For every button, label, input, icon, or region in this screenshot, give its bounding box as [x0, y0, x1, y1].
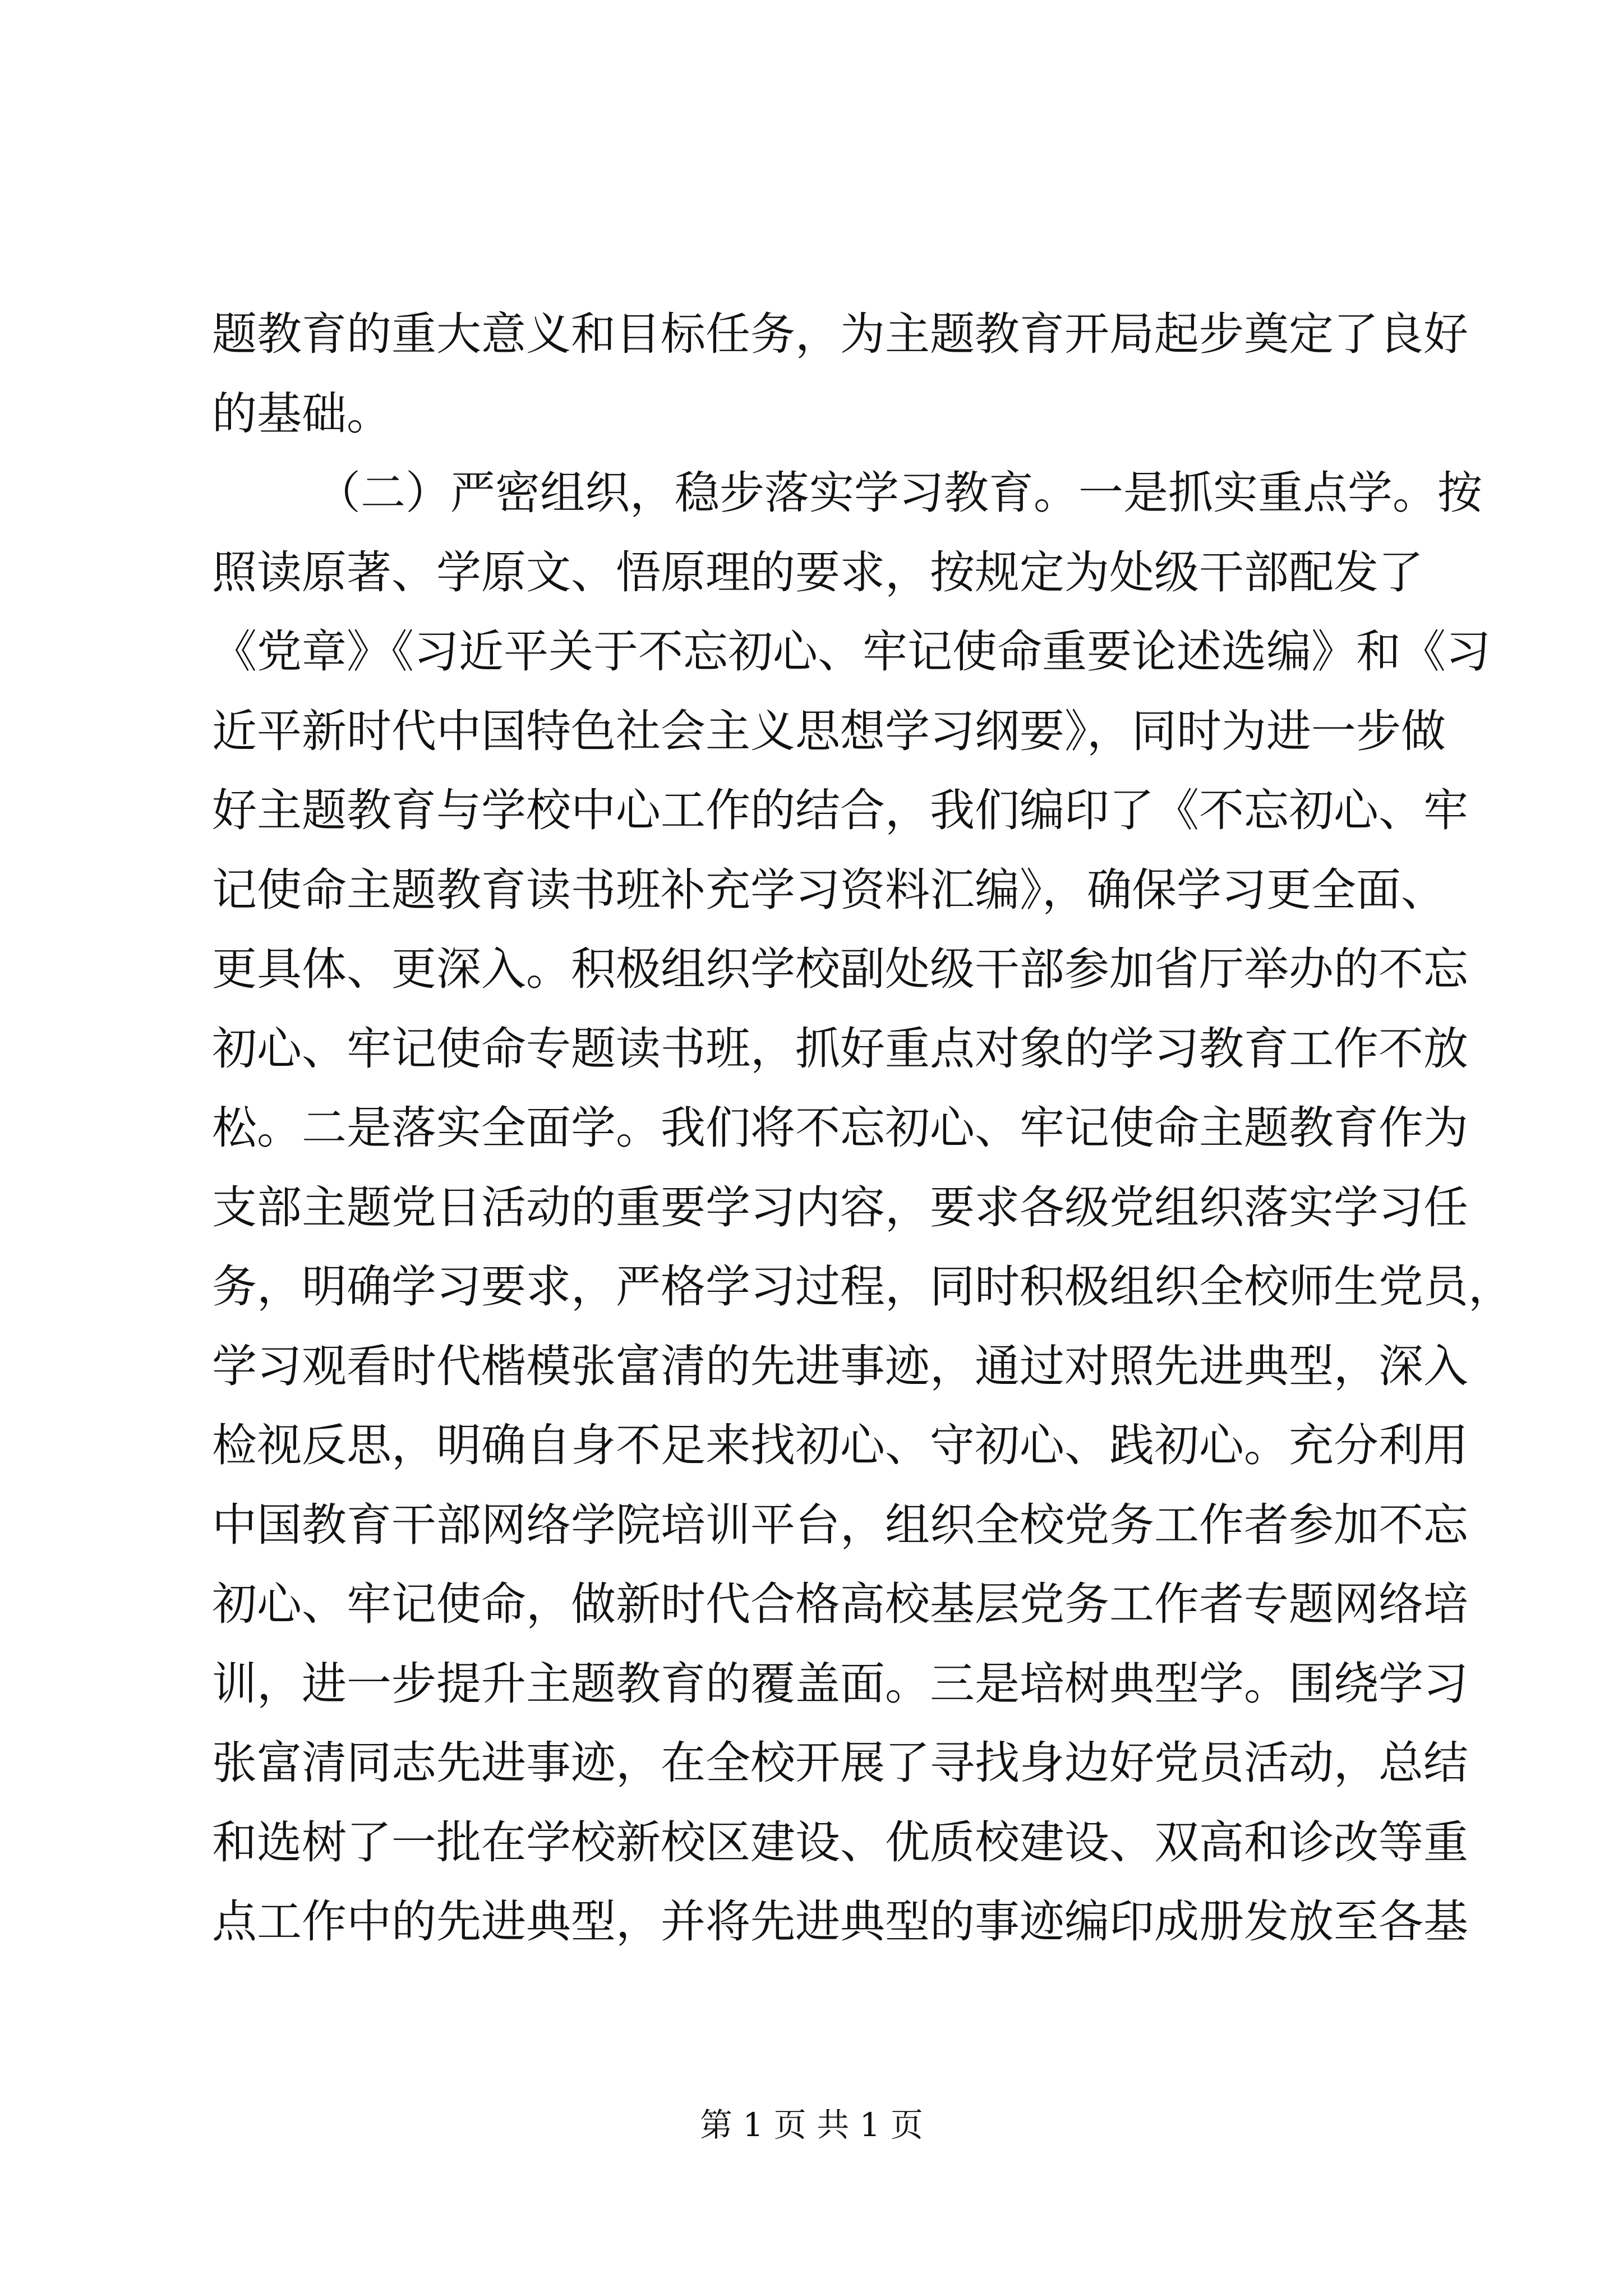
page-number: 第 1 页 共 1 页: [700, 2106, 923, 2144]
text-line: 务，明确学习要求，严格学习过程，同时积极组织全校师生党员，: [212, 1260, 1513, 1313]
text-line: 松。二是落实全面学。我们将不忘初心、牢记使命主题教育作为: [212, 1102, 1468, 1154]
text-line: 中国教育干部网络学院培训平台，组织全校党务工作者参加不忘: [212, 1498, 1468, 1551]
text-line: 初心、牢记使命专题读书班，抓好重点对象的学习教育工作不放: [212, 1022, 1468, 1075]
text-line: 题教育的重大意义和目标任务，为主题教育开局起步奠定了良好: [212, 308, 1468, 360]
text-line: 张富清同志先进事迹，在全校开展了寻找身边好党员活动，总结: [212, 1737, 1468, 1789]
text-line: 的基础。: [212, 387, 391, 440]
text-line: 支部主题党日活动的重要学习内容，要求各级党组织落实学习任: [212, 1181, 1468, 1234]
text-line: 更具体、更深入。积极组织学校副处级干部参加省厅举办的不忘: [212, 943, 1468, 995]
text-line: 点工作中的先进典型，并将先进典型的事迹编印成册发放至各基: [212, 1895, 1468, 1948]
text-line: 《党章》《习近平关于不忘初心、牢记使命重要论述选编》和《习: [212, 625, 1491, 678]
text-line: 学习观看时代楷模张富清的先进事迹，通过对照先进典型，深入: [212, 1340, 1468, 1392]
text-line: 训，进一步提升主题教育的覆盖面。三是培树典型学。围绕学习: [212, 1657, 1468, 1710]
text-line: 照读原著、学原文、悟原理的要求，按规定为处级干部配发了: [212, 546, 1423, 599]
text-line: 和选树了一批在学校新校区建设、优质校建设、双高和诊改等重: [212, 1816, 1468, 1869]
text-line: 检视反思，明确自身不足来找初心、守初心、践初心。充分利用: [212, 1419, 1468, 1471]
document-body: [212, 295, 1513, 1962]
text-line: 近平新时代中国特色社会主义思想学习纲要》，同时为进一步做: [212, 705, 1446, 757]
text-line: 好主题教育与学校中心工作的结合，我们编印了《不忘初心、牢: [212, 784, 1468, 836]
text-line: 初心、牢记使命，做新时代合格高校基层党务工作者专题网络培: [212, 1578, 1468, 1630]
page-footer: [0, 2102, 1623, 2147]
section-heading-line: （二）严密组织，稳步落实学习教育。一是抓实重点学。按: [316, 467, 1482, 519]
text-line: 记使命主题教育读书班补充学习资料汇编》，确保学习更全面、: [212, 863, 1446, 916]
